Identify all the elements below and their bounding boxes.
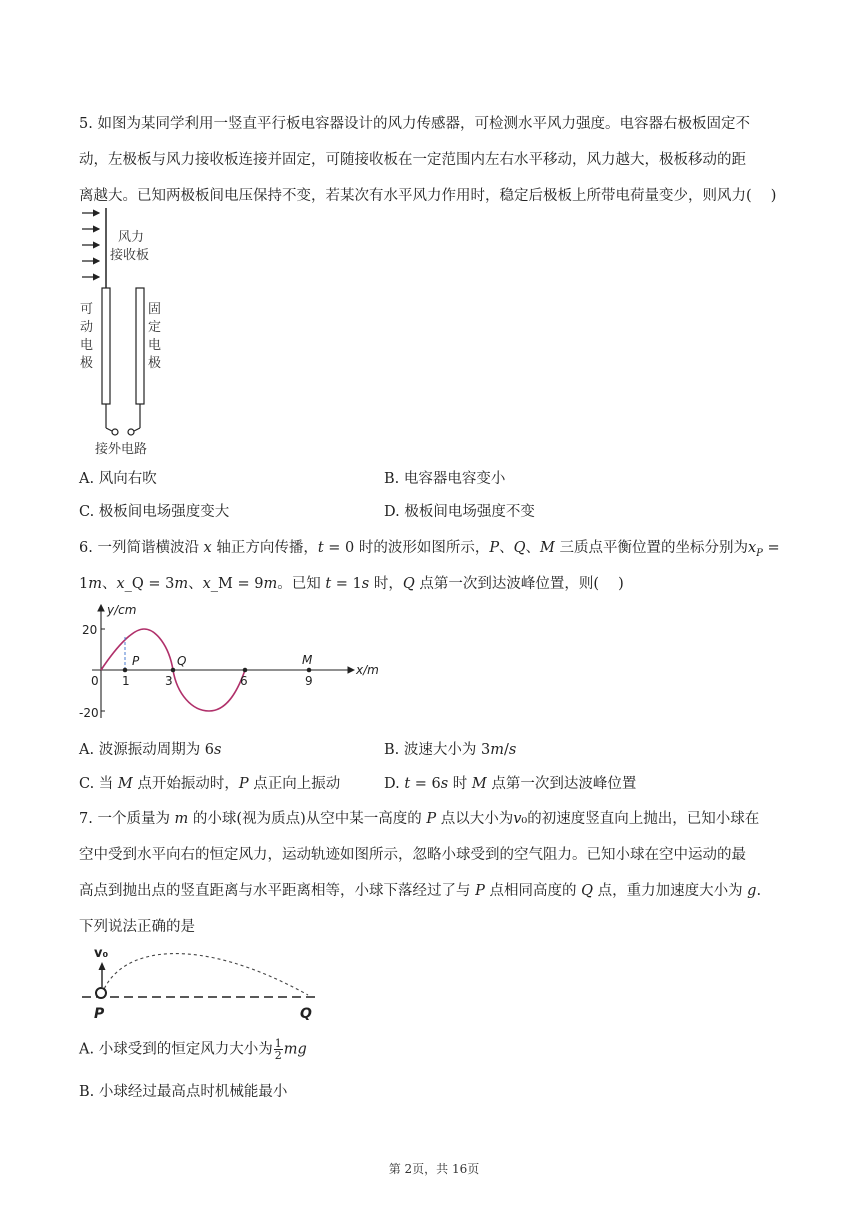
q6-option-a[interactable]: A. 波源振动周期为 6𝑠 bbox=[79, 742, 222, 758]
movable-plate bbox=[102, 288, 110, 404]
question-6-line-1 bbox=[79, 535, 795, 571]
movable-label-4: 极 bbox=[80, 356, 94, 371]
question-6-stem bbox=[79, 535, 795, 607]
q6-line1-sub: P bbox=[756, 547, 763, 559]
question-5-stem bbox=[79, 111, 795, 219]
movable-label-3: 电 bbox=[80, 338, 94, 353]
question-7-stem bbox=[79, 806, 795, 950]
ball bbox=[96, 988, 106, 998]
y-tick-neg20: -20 bbox=[79, 706, 99, 720]
point-p bbox=[123, 668, 128, 673]
q6-option-b[interactable]: B. 波速大小为 3𝑚/𝑠 bbox=[384, 742, 517, 758]
x-tick-6: 6 bbox=[240, 674, 248, 688]
question-7-line: 下列说法正确的是 bbox=[79, 919, 195, 935]
point-m bbox=[307, 668, 312, 673]
question-7-line: 7. 一个质量为 𝑚 的小球(视为质点)从空中某一高度的 𝑃 点以大小为𝑣₀的初速度竖直向上抛出，已知小球在 bbox=[79, 811, 760, 827]
wind-sensor-figure bbox=[78, 208, 188, 458]
v0-label: v₀ bbox=[94, 946, 109, 961]
q6-option-c[interactable]: C. 当 𝑀 点开始振动时，𝑃 点正向上振动 bbox=[79, 776, 341, 792]
point-6 bbox=[243, 668, 248, 673]
question-6-line-2: 1𝑚、𝑥_Q = 3𝑚、𝑥_M = 9𝑚。已知 𝑡 = 1𝑠 时，𝑄 点第一次到达波峰位置，则( ) bbox=[79, 576, 624, 592]
fixed-label-1: 固 bbox=[148, 302, 162, 317]
origin-label: 0 bbox=[91, 674, 99, 688]
terminal-left bbox=[112, 429, 118, 435]
page-footer: 第 2页，共 16页 bbox=[388, 1162, 480, 1176]
q7-option-a[interactable] bbox=[79, 1038, 307, 1061]
question-5-line: 5. 如图为某同学利用一竖直平行板电容器设计的风力传感器，可检测水平风力强度。电容器右极板固定不 bbox=[79, 116, 750, 132]
fixed-plate bbox=[136, 288, 144, 404]
terminal-right bbox=[128, 429, 134, 435]
wave-figure bbox=[74, 601, 394, 726]
q5-option-c[interactable]: C. 极板间电场强度变大 bbox=[79, 504, 230, 520]
p-label: P bbox=[94, 1006, 105, 1022]
question-5-line: 离越大。已知两极板间电压保持不变，若某次有水平风力作用时，稳定后极板上所带电荷量变少，则风力( ) bbox=[79, 188, 777, 204]
fixed-label-2: 定 bbox=[148, 320, 162, 335]
wind-arrows bbox=[82, 213, 99, 277]
trajectory-figure bbox=[80, 940, 330, 1025]
q-label: Q bbox=[300, 1006, 312, 1022]
q-label: Q bbox=[177, 654, 187, 668]
q5-option-d[interactable]: D. 极板间电场强度不变 bbox=[384, 504, 535, 520]
fraction bbox=[274, 1038, 283, 1061]
q5-option-a[interactable]: A. 风向右吹 bbox=[79, 471, 157, 487]
q5-option-b[interactable]: B. 电容器电容变小 bbox=[384, 471, 506, 487]
q6-line1-end: = bbox=[762, 540, 780, 556]
m-label: M bbox=[302, 653, 313, 667]
receiver-label-1: 风力 bbox=[118, 230, 145, 245]
fraction-numerator: 1 bbox=[274, 1037, 282, 1050]
q6-option-d[interactable]: D. 𝑡 = 6𝑠 时 𝑀 点第一次到达波峰位置 bbox=[384, 776, 637, 792]
question-7-line: 空中受到水平向右的恒定风力，运动轨迹如图所示，忽略小球受到的空气阻力。已知小球在空中运动的最 bbox=[79, 847, 746, 863]
fraction-denominator: 2 bbox=[274, 1049, 282, 1062]
q7-option-a-suffix: 𝑚𝑔 bbox=[283, 1041, 307, 1058]
q7-option-b[interactable]: B. 小球经过最高点时机械能最小 bbox=[79, 1084, 288, 1100]
receiver-label-2: 接收板 bbox=[110, 248, 150, 263]
fixed-label-3: 电 bbox=[148, 338, 162, 353]
fixed-label-4: 极 bbox=[148, 356, 162, 371]
q7-option-a-text: A. 小球受到的恒定风力大小为 bbox=[79, 1041, 273, 1058]
y-axis-label: y/cm bbox=[107, 603, 137, 617]
q6-line1-text: 6. 一列简谐横波沿 𝑥 轴正方向传播，𝑡 = 0 时的波形如图所示，𝑃、𝑄、𝑀 三质点平衡位置的坐标分别为𝑥 bbox=[79, 540, 757, 556]
question-7-line: 高点到抛出点的竖直距离与水平距离相等，小球下落经过了与 𝑃 点相同高度的 𝑄 点，重力加速度大小为 𝑔. bbox=[79, 883, 762, 899]
trajectory-curve bbox=[102, 954, 308, 995]
movable-label-1: 可 bbox=[80, 302, 94, 317]
point-q bbox=[171, 668, 176, 673]
circuit-label: 接外电路 bbox=[95, 442, 148, 457]
x-tick-3: 3 bbox=[165, 674, 173, 688]
movable-label-2: 动 bbox=[80, 320, 94, 335]
x-tick-9: 9 bbox=[305, 674, 313, 688]
y-tick-20: 20 bbox=[82, 623, 98, 637]
x-tick-1: 1 bbox=[122, 674, 130, 688]
p-label: P bbox=[132, 654, 140, 668]
question-5-line: 动，左极板与风力接收板连接并固定，可随接收板在一定范围内左右水平移动，风力越大，极板移动的距 bbox=[79, 152, 746, 168]
x-axis-label: x/m bbox=[356, 663, 379, 677]
